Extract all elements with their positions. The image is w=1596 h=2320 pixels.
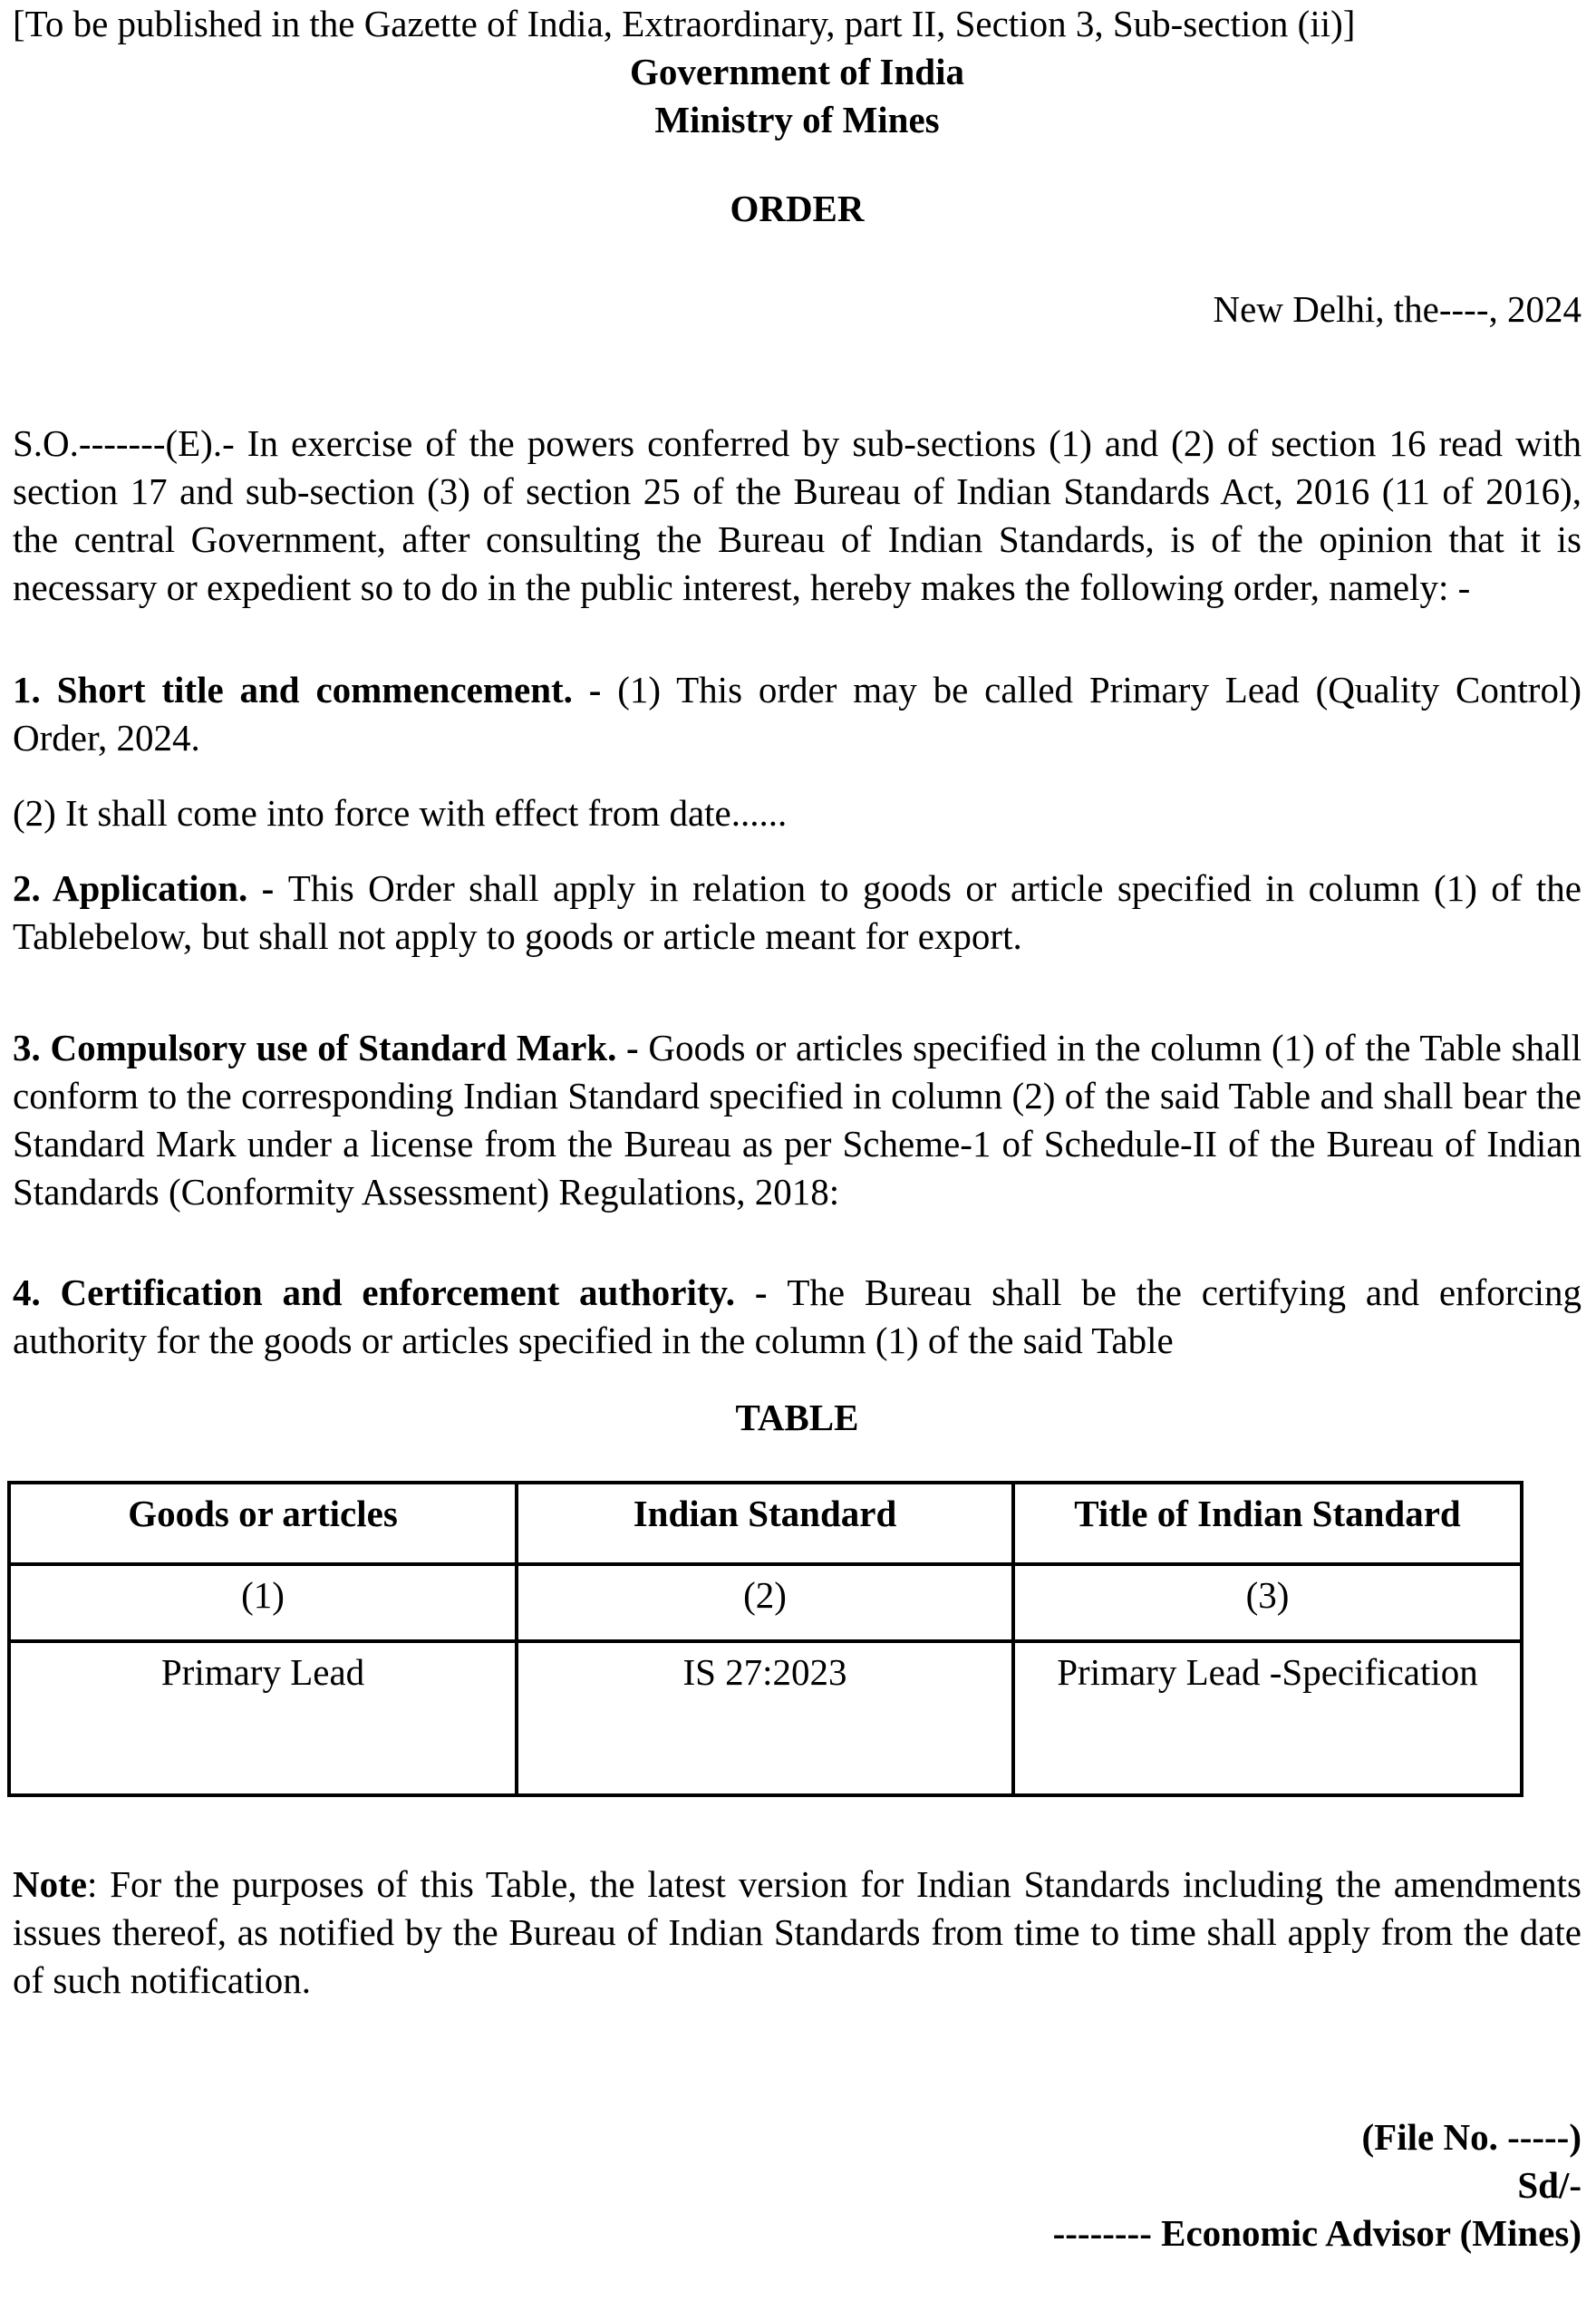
note-text: : For the purposes of this Table, the latest version for Indian Standards including the amendments issues thereof, as notified by the Bureau of Indian Standards from time to time shall apply from the date of such notification. <box>13 1863 1581 2001</box>
signatory-line: -------- Economic Advisor (Mines) <box>1052 2212 1581 2254</box>
order-heading: ORDER <box>730 188 865 229</box>
gazette-publication-line: [To be published in the Gazette of India, Extraordinary, part II, Section 3, Sub-section (ii)] <box>13 3 1356 44</box>
section-4-text: The Bureau shall be the certifying and enforcing authority for the goods or articles specified in the column (1) of the said Table <box>13 1271 1582 1361</box>
sd-line: Sd/- <box>1517 2164 1581 2206</box>
table-row <box>9 1641 1522 1795</box>
section-3-heading: 3. Compulsory use of Standard Mark. - <box>13 1027 649 1068</box>
preamble-paragraph <box>13 420 1581 612</box>
note-paragraph <box>13 1861 1581 2005</box>
section-1-short-title <box>13 666 1581 762</box>
table-cell-goods: Primary Lead <box>9 1641 517 1795</box>
section-2-application <box>13 865 1581 961</box>
table-cell-title: Primary Lead -Specification <box>1013 1641 1522 1795</box>
standards-table <box>7 1481 1523 1797</box>
section-2-heading: 2. Application. - <box>13 867 288 909</box>
table-column-number-row <box>9 1564 1522 1641</box>
table-col-header-standard: Indian Standard <box>517 1483 1013 1564</box>
place-date-line: New Delhi, the----, 2024 <box>1213 288 1581 330</box>
preamble-text: S.O.-------(E).- In exercise of the powers conferred by sub-sections (1) and (2) of section 16 read with section 17 and sub-section (3) of section 25 of the Bureau of Indian Standards Act, 2016 (11 of 2016), the central Government, after consulting the Bureau of Indian Standards, is of the opinion that it is necessary or expedient so to do in the public interest, hereby makes the following order, namely: - <box>13 422 1581 608</box>
section-1-clause-2 <box>13 789 1581 837</box>
section-3-standard-mark <box>13 1024 1581 1216</box>
signature-block <box>13 2113 1581 2257</box>
table-col-header-goods: Goods or articles <box>9 1483 517 1564</box>
table-col-header-title: Title of Indian Standard <box>1013 1483 1522 1564</box>
government-title: Government of India <box>630 51 964 92</box>
table-col-number-1: (1) <box>9 1564 517 1641</box>
section-1-clause-2-text: (2) It shall come into force with effect from date...... <box>13 792 788 834</box>
ministry-title: Ministry of Mines <box>654 99 940 140</box>
table-heading: TABLE <box>735 1397 859 1438</box>
section-4-certification <box>13 1269 1581 1365</box>
table-cell-standard: IS 27:2023 <box>517 1641 1013 1795</box>
note-label: Note <box>13 1863 87 1905</box>
file-number-line: (File No. -----) <box>1361 2116 1581 2158</box>
section-1-text: (1) This order may be called Primary Lead (Quality Control) Order, 2024. <box>13 669 1581 759</box>
section-4-heading: 4. Certification and enforcement authority. - <box>13 1271 788 1313</box>
table-col-number-2: (2) <box>517 1564 1013 1641</box>
section-1-heading: 1. Short title and commencement. - <box>13 669 618 710</box>
section-3-text: Goods or articles specified in the column (1) of the Table shall conform to the corresponding Indian Standard specified in column (2) of the said Table and shall bear the Standard Mark under a license from the Bureau as per Scheme-1 of Schedule-II of the Bureau of Indian Standards (Conformity Assessment) Regulations, 2018: <box>13 1027 1582 1213</box>
table-header-row <box>9 1483 1522 1564</box>
section-2-text: This Order shall apply in relation to goods or article specified in column (1) of the Tablebelow, but shall not apply to goods or article meant for export. <box>13 867 1581 957</box>
table-col-number-3: (3) <box>1013 1564 1522 1641</box>
